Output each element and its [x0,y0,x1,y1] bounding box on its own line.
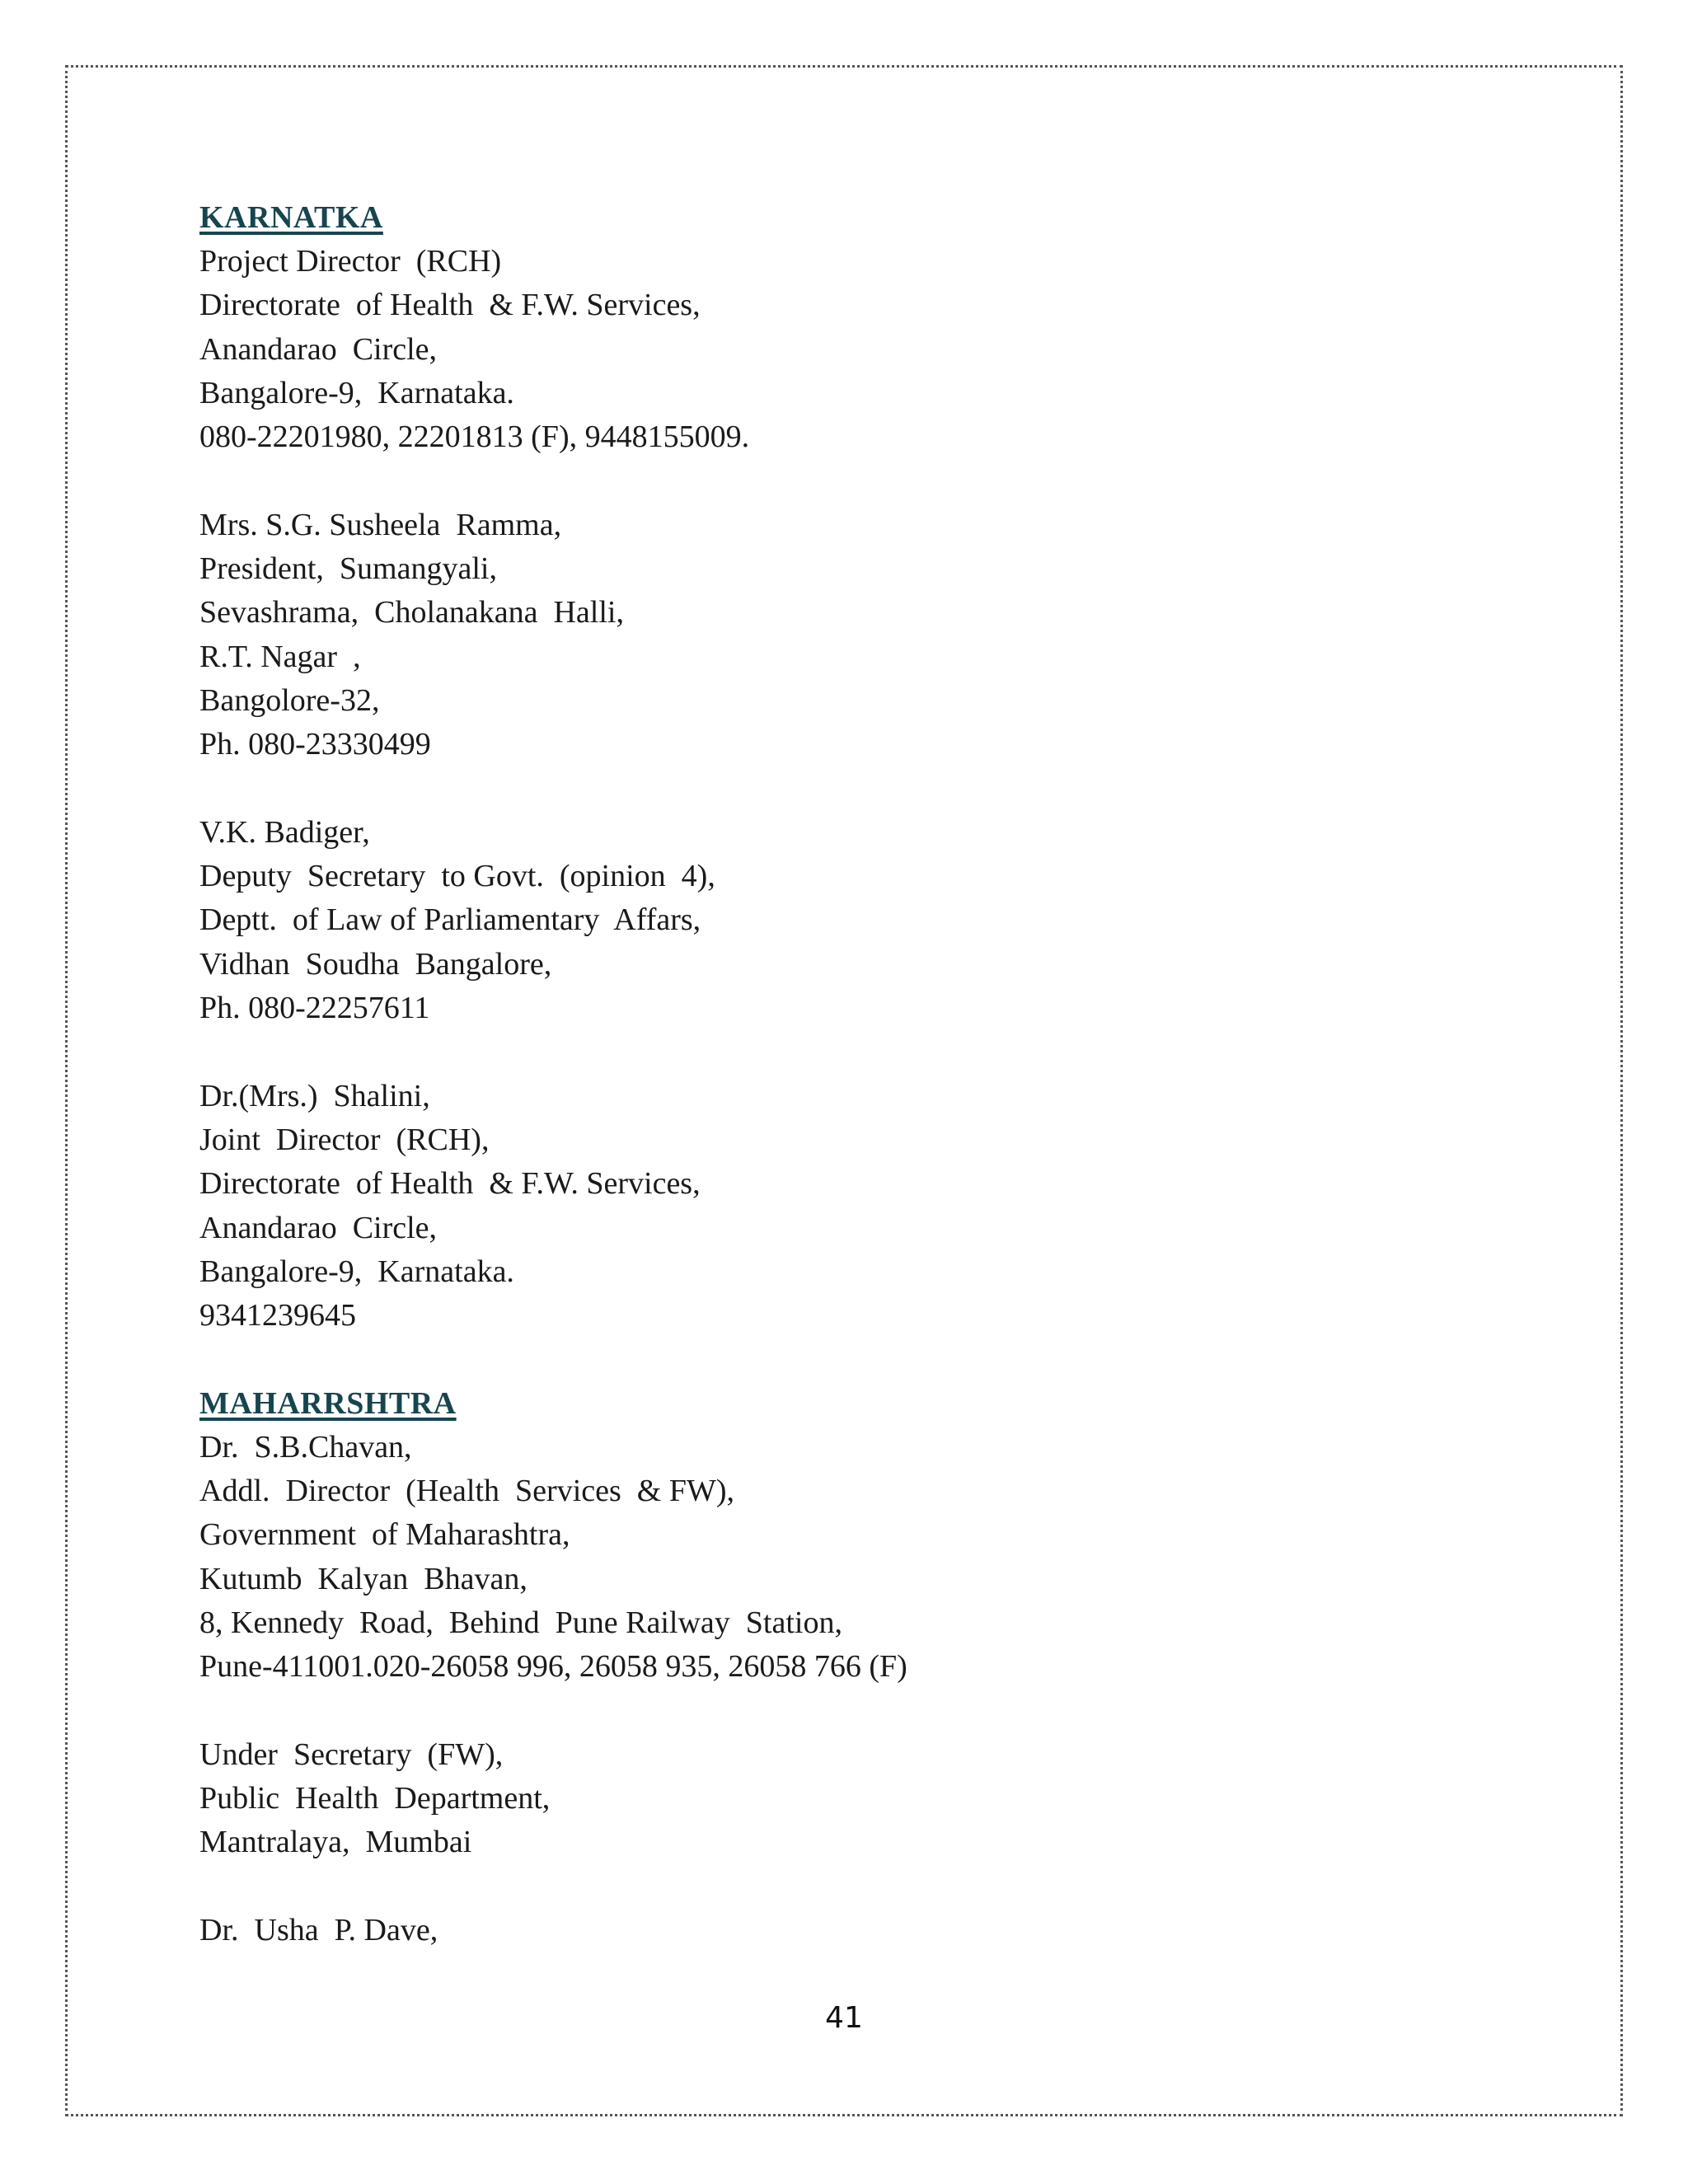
address-line: Deputy Secretary to Govt. (opinion 4), [199,859,715,894]
spacer [199,459,1518,503]
phone-line: 080-22201980, 22201813 (F), 9448155009. [199,419,750,455]
address-line: Government of Maharashtra, [199,1517,570,1553]
contact-entry [199,1426,1518,1690]
spacer [199,767,1518,811]
address-line: Directorate of Health & F.W. Services, [199,288,701,323]
address-line: R.T. Nagar , [199,639,361,674]
contact-name: Dr. Usha P. Dave, [199,1912,438,1947]
address-line: Mantralaya, Mumbai [199,1825,472,1860]
section-maharashtra [199,1382,1518,1953]
address-line: Bangolore-32, [199,682,380,718]
address-line: Deptt. of Law of Parliamentary Affars, [199,902,701,938]
address-line: Sevashrama, Cholanakana Halli, [199,595,624,630]
address-line: Project Director (RCH) [199,244,502,279]
phone-line: 9341239645 [199,1298,356,1333]
contact-name: Dr.(Mrs.) Shalini, [199,1078,430,1113]
phone-line: Ph. 080-22257611 [199,991,430,1026]
contact-name: V.K. Badiger, [199,814,370,850]
spacer [199,1865,1518,1909]
contact-entry [199,1075,1518,1338]
address-line: 8, Kennedy Road, Behind Pune Railway Station, [199,1605,842,1640]
contact-entry [199,504,1518,767]
address-line: Anandarao Circle, [199,1210,438,1245]
section-heading: MAHARRSHTRA [199,1385,457,1421]
address-line: Anandarao Circle, [199,331,438,367]
contact-name: Mrs. S.G. Susheela Ramma, [199,507,562,542]
document-body [199,196,1518,1952]
contact-name: Under Secretary (FW), [199,1736,504,1772]
address-line: Public Health Department, [199,1781,551,1816]
phone-line: Pune-411001.020-26058 996, 26058 935, 26058 766 (F) [199,1649,907,1685]
address-line: Vidhan Soudha Bangalore, [199,946,552,982]
spacer [199,1690,1518,1733]
address-line: Bangalore-9, Karnataka. [199,1254,514,1289]
contact-entry [199,811,1518,1030]
section-karnataka [199,196,1518,1382]
address-line: President, Sumangyali, [199,551,497,587]
spacer [199,1338,1518,1381]
page-number: 41 [825,2001,863,2035]
address-line: Joint Director (RCH), [199,1122,490,1157]
address-line: Addl. Director (Health Services & FW), [199,1474,734,1509]
address-line: Directorate of Health & F.W. Services, [199,1166,701,1202]
contact-entry [199,1733,1518,1865]
contact-name: Dr. S.B.Chavan, [199,1429,412,1465]
contact-entry [199,1909,1518,1952]
section-heading: KARNATKA [199,200,383,235]
spacer [199,1030,1518,1074]
address-line: Kutumb Kalyan Bhavan, [199,1561,528,1596]
contact-entry [199,240,1518,459]
phone-line: Ph. 080-23330499 [199,727,431,762]
address-line: Bangalore-9, Karnataka. [199,375,514,410]
